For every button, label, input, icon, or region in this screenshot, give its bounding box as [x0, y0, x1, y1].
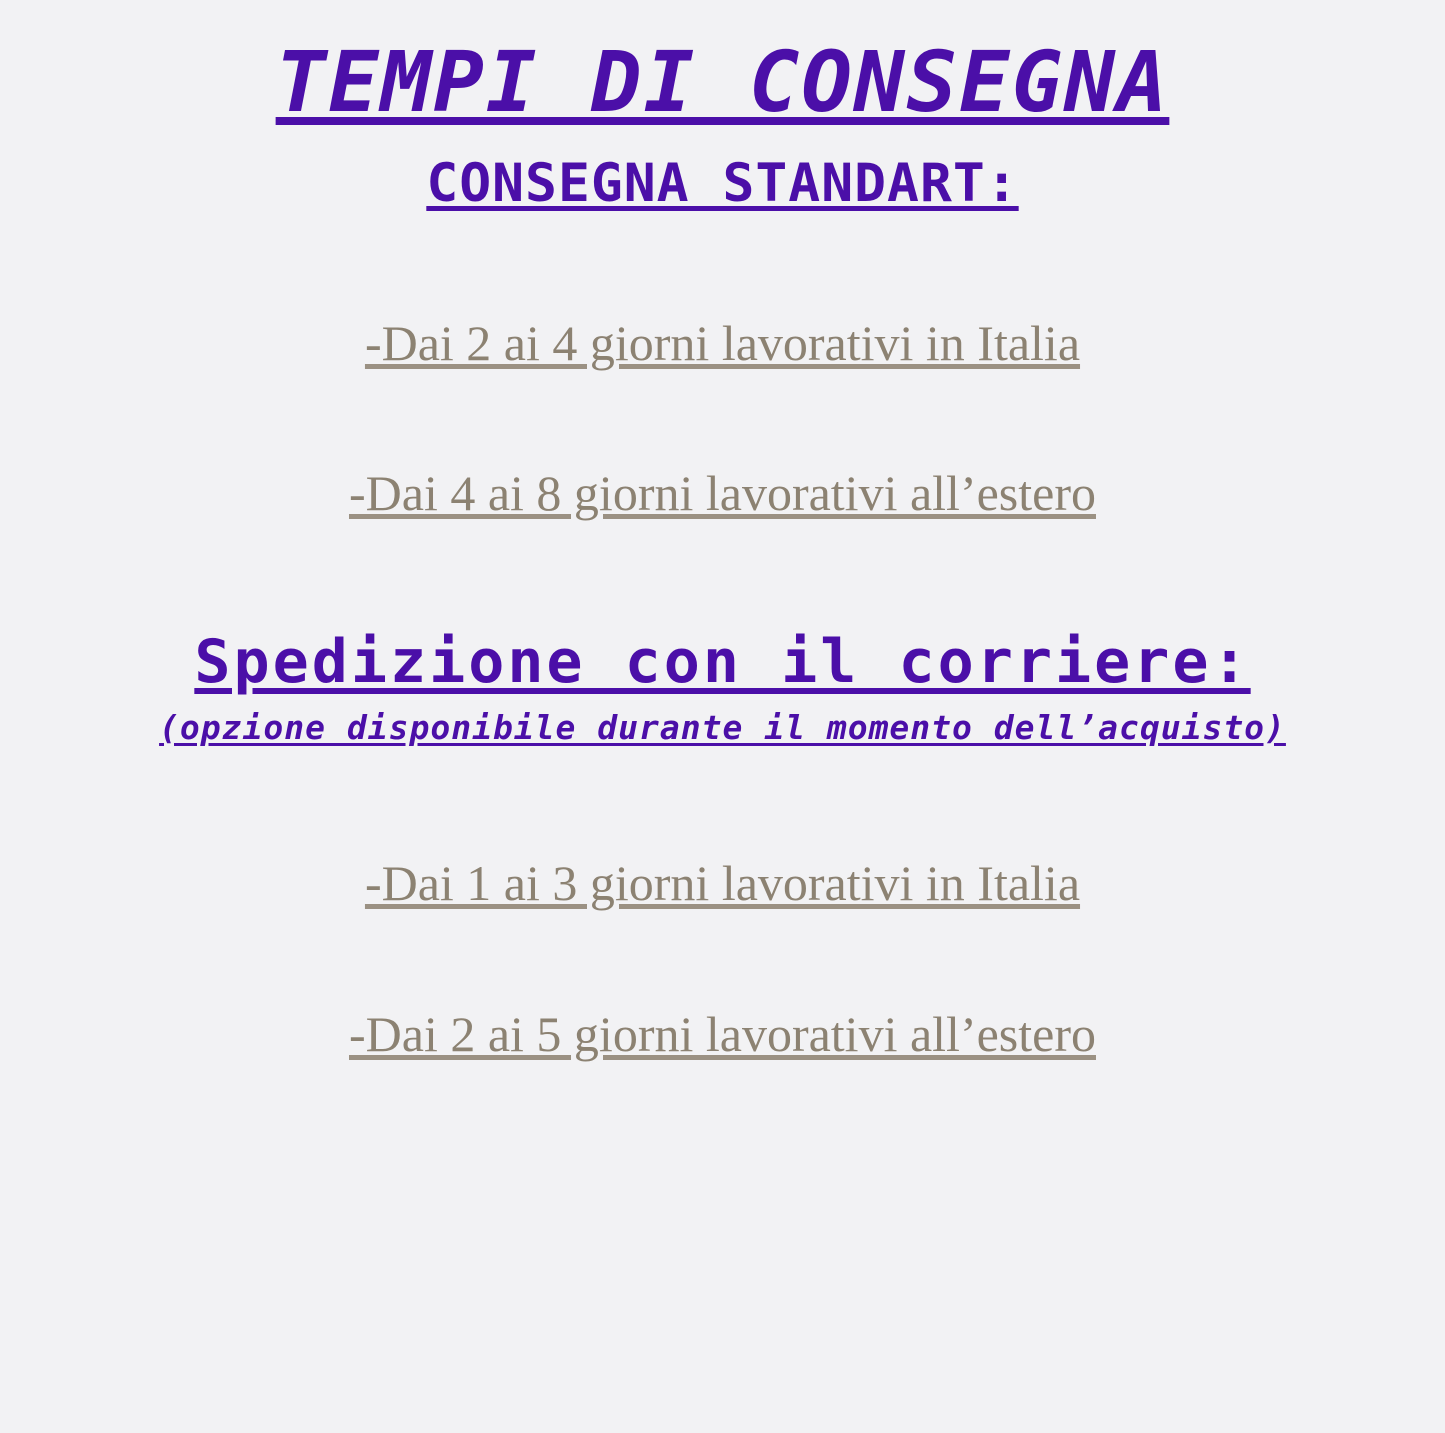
list-item: -Dai 1 ai 3 giorni lavorativi in Italia: [364, 855, 1081, 912]
list-item: -Dai 2 ai 4 giorni lavorativi in Italia: [364, 314, 1081, 371]
list-item: -Dai 2 ai 5 giorni lavorativi all’estero: [349, 1006, 1096, 1063]
list-item: -Dai 4 ai 8 giorni lavorativi all’estero: [349, 464, 1096, 521]
standard-delivery-heading: CONSEGNA STANDART:: [426, 153, 1019, 215]
delivery-times-document: [0, 33, 1445, 1433]
page-title: TEMPI DI CONSEGNA: [275, 33, 1170, 131]
courier-shipping-note: (opzione disponibile durante il momento dell’acquisto): [159, 707, 1286, 747]
courier-shipping-heading: Spedizione con il corriere:: [194, 626, 1251, 697]
